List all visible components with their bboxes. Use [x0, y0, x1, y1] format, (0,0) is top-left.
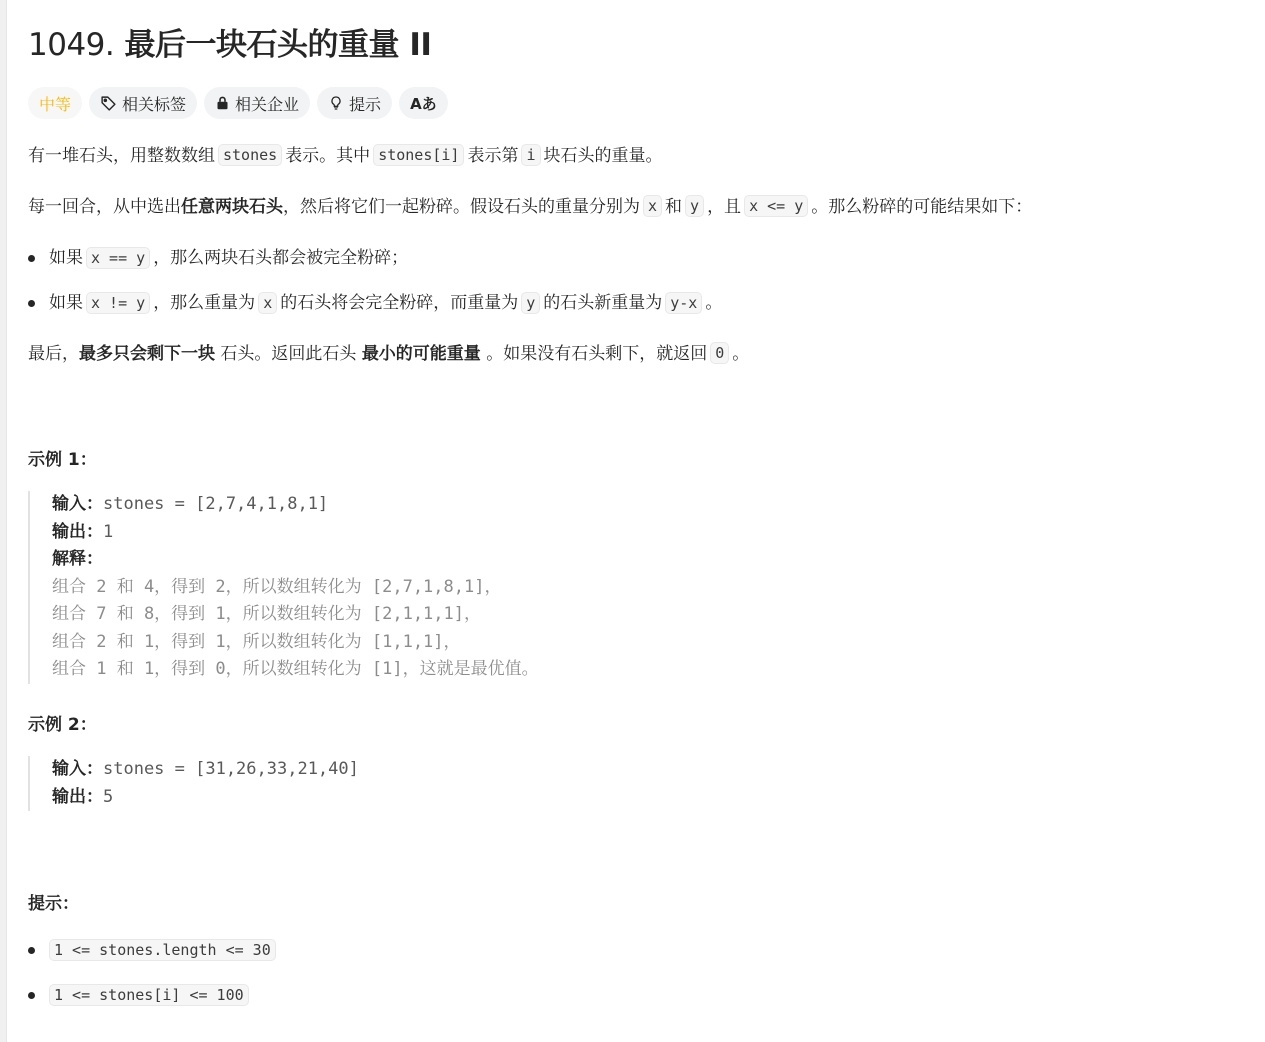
tag-bar — [28, 87, 448, 119]
inline-code: stones[i] — [373, 144, 464, 166]
difficulty-label: 中等 — [39, 94, 72, 114]
list-item: 如果 x != y ，那么重量为 x 的石头将会完全粉碎，而重量为 y 的石头新重量为 y-x 。 — [28, 291, 722, 315]
hint-label: 提示 — [349, 94, 382, 114]
explanation-line: 组合 7 和 8，得到 1，所以数组转化为 [2,1,1,1]， — [52, 604, 481, 624]
hint-button[interactable] — [317, 87, 392, 119]
example-input-line: 输入：stones = [31,26,33,21,40] — [52, 759, 359, 779]
translate-button[interactable] — [399, 87, 448, 119]
lock-icon — [215, 95, 230, 111]
bullet-dot — [28, 300, 35, 307]
left-panel-edge — [0, 0, 7, 1042]
bullet-dot — [28, 947, 35, 954]
example-input-line: 输入：stones = [2,7,4,1,8,1] — [52, 494, 329, 514]
list-item: 如果 x == y ，那么两块石头都会被完全粉碎； — [28, 246, 408, 270]
inline-code: x — [258, 292, 277, 314]
lightbulb-icon — [328, 94, 344, 112]
inline-code: y — [521, 292, 540, 314]
example-2-block — [28, 756, 359, 811]
problem-number: 1049. — [28, 27, 115, 63]
constraints-heading: 提示： — [28, 894, 79, 914]
related-topics-button[interactable] — [89, 87, 197, 119]
tag-icon — [100, 95, 117, 112]
description-paragraph-1: 有一堆石头，用整数数组 stones 表示。其中 stones[i] 表示第 i 块石头的重量。 — [28, 146, 663, 166]
constraint-item — [28, 939, 279, 961]
companies-label: 相关企业 — [235, 94, 300, 114]
constraint-item — [28, 984, 252, 1006]
description-paragraph-2: 每一回合，从中选出任意两块石头，然后将它们一起粉碎。假设石头的重量分别为 x 和 y ，且 x <= y 。那么粉碎的可能结果如下： — [28, 197, 1033, 217]
example-output-line: 输出：1 — [52, 521, 114, 542]
example-2-heading: 示例 2： — [28, 715, 97, 735]
bullet-dot — [28, 992, 35, 999]
inline-code: x — [643, 195, 662, 217]
emphasis: 最小的可能重量 — [361, 344, 481, 364]
explanation-line: 组合 2 和 1，得到 1，所以数组转化为 [1,1,1]， — [52, 631, 461, 652]
explanation-line: 组合 2 和 4，得到 2，所以数组转化为 [2,7,1,8,1]， — [52, 576, 502, 597]
constraint-code: 1 <= stones.length <= 30 — [49, 939, 276, 961]
explanation-line: 组合 1 和 1，得到 0，所以数组转化为 [1]，这就是最优值。 — [52, 659, 539, 679]
constraint-code: 1 <= stones[i] <= 100 — [49, 984, 249, 1006]
example-1-block — [28, 491, 539, 684]
problem-title[interactable] — [28, 26, 431, 64]
example-explanation-label: 解释： — [52, 549, 103, 569]
inline-code: y — [685, 195, 704, 217]
companies-button[interactable] — [204, 87, 310, 119]
inline-code: 0 — [710, 342, 729, 364]
problem-name: 最后一块石头的重量 II — [124, 27, 432, 63]
inline-code: y-x — [665, 292, 702, 314]
inline-code: stones — [218, 144, 282, 166]
emphasis: 任意两块石头 — [181, 197, 283, 217]
inline-code: x == y — [86, 247, 150, 269]
inline-code: x != y — [86, 292, 150, 314]
example-output-line: 输出：5 — [52, 786, 114, 807]
bullet-dot — [28, 255, 35, 262]
related-topics-label: 相关标签 — [122, 94, 187, 114]
difficulty-badge — [28, 87, 82, 119]
emphasis: 最多只会剩下一块 — [79, 344, 215, 364]
translate-icon: Aあ — [410, 94, 437, 113]
example-1-heading: 示例 1： — [28, 450, 97, 470]
inline-code: i — [521, 144, 540, 166]
inline-code: x <= y — [744, 195, 808, 217]
description-paragraph-3: 最后，最多只会剩下一块 石头。返回此石头 最小的可能重量 。如果没有石头剩下，就返回 0 。 — [28, 344, 750, 364]
